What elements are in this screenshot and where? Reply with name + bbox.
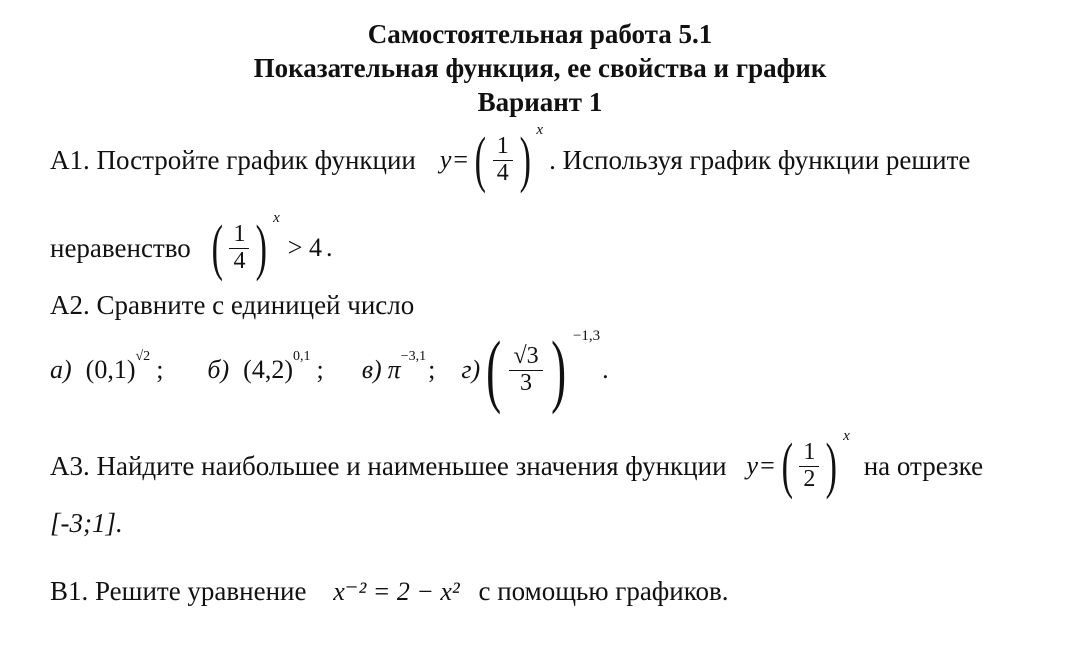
a1-tail: . Используя график функции решите	[549, 144, 971, 175]
a1-num: 1	[493, 134, 513, 160]
paren-close: )	[256, 214, 268, 282]
task-a3-label: А3. Найдите наибольшее и наименьшее значения функции	[50, 450, 727, 481]
a1-ineq-end: .	[325, 233, 333, 262]
a1-eq: =	[453, 145, 469, 174]
a1-fraction	[493, 134, 513, 185]
a3-eq: =	[760, 451, 775, 480]
a2-v-exp: −3,1	[400, 349, 427, 364]
paren-open: (	[781, 432, 793, 500]
a2-a-base: (0,1)	[85, 355, 136, 384]
paren-close: )	[550, 324, 566, 415]
task-b1-label: В1. Решите уравнение	[50, 576, 307, 606]
a3-y: y	[746, 451, 759, 480]
a2-v-sep: ;	[428, 355, 436, 384]
a2-a-exp: √2	[135, 349, 151, 364]
task-a2-label: А2. Сравните с единицей число	[50, 290, 415, 320]
a3-exp: x	[843, 427, 850, 444]
task-a3	[50, 427, 984, 501]
a2-v-label: в)	[361, 355, 382, 384]
a2-b-base: (4,2)	[243, 355, 293, 384]
a2-v-base: π	[387, 355, 401, 384]
a2-b-exp: 0,1	[292, 349, 311, 364]
a1-den: 4	[496, 159, 509, 186]
worksheet-title: Самостоятельная работа 5.1	[367, 19, 713, 49]
a1-line2-label: неравенство	[50, 232, 191, 263]
task-b1	[50, 578, 729, 605]
a3-den: 2	[803, 465, 816, 492]
task-a2-items	[50, 324, 609, 415]
variant-label: Вариант 1	[477, 87, 603, 117]
a3-interval: [-3;1].	[50, 508, 123, 538]
a2-g-fraction	[509, 344, 542, 395]
a2-a-sep: ;	[156, 355, 164, 384]
a1-ineq-exp: x	[273, 209, 280, 226]
a1-ineq-den: 4	[233, 247, 246, 274]
b1-equation: x⁻² = 2 − x²	[333, 577, 460, 606]
a2-b-label: б)	[207, 355, 230, 384]
task-a1	[50, 121, 971, 195]
paren-open: (	[211, 214, 223, 282]
paren-open: (	[474, 126, 487, 194]
a1-ineq-fraction	[229, 222, 249, 273]
a2-b-sep: ;	[316, 355, 324, 384]
b1-tail: с помощью графиков.	[478, 576, 729, 606]
task-a1-line2	[50, 209, 333, 283]
a1-ineq-rhs: > 4	[287, 233, 322, 262]
a3-fraction	[799, 440, 819, 491]
paren-close: )	[826, 432, 838, 500]
a3-tail: на отрезке	[863, 450, 984, 481]
a2-g-exp: −1,3	[572, 327, 601, 344]
a2-g-label: г)	[461, 355, 481, 384]
a3-num: 1	[799, 440, 819, 466]
worksheet-subtitle: Показательная функция, ее свойства и график	[253, 53, 827, 83]
a2-g-num: √3	[509, 344, 542, 370]
paren-open: (	[486, 324, 502, 415]
a2-end: .	[602, 355, 609, 384]
a2-a-label: а)	[50, 355, 72, 384]
a2-g-den: 3	[520, 369, 533, 396]
a1-y: y	[439, 145, 452, 174]
paren-close: )	[519, 126, 531, 194]
a1-exp: x	[536, 121, 544, 138]
task-a1-label: А1. Постройте график функции	[50, 144, 416, 175]
a1-ineq-num: 1	[229, 222, 249, 248]
